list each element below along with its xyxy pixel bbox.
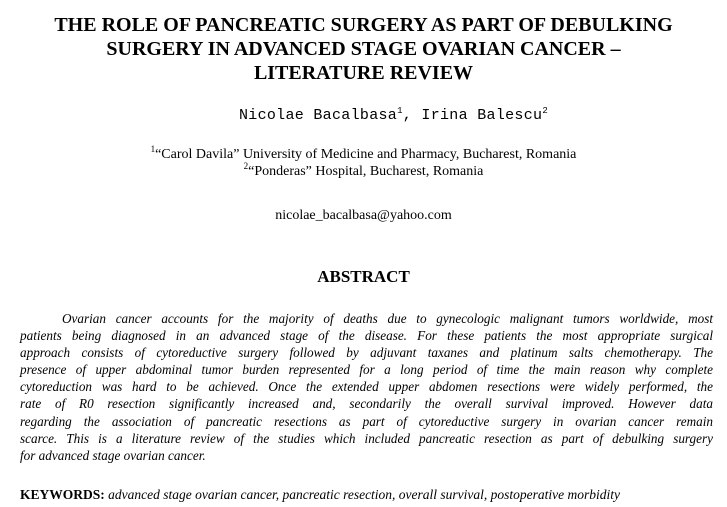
author-2-name: Irina Balescu	[421, 107, 543, 124]
author-2-affiliation-marker: 2	[542, 106, 549, 116]
abstract-line: regarding the association of pancreatic resections as part of cytoreductive surgery in ovarian cancer remain	[20, 413, 713, 429]
author-separator: ,	[402, 107, 422, 124]
affiliation-1-text: “Carol Davila” University of Medicine and Pharmacy, Bucharest, Romania	[155, 147, 577, 162]
abstract-line: patients being diagnosed in an advanced stage of the disease. For these patients the most appropriate surgical	[20, 328, 713, 344]
keywords-line	[20, 486, 720, 503]
abstract-line: Ovarian cancer accounts for the majority of deaths due to gynecologic malignant tumors worldwide, most	[62, 311, 713, 326]
abstract-line: rate of R0 resection significantly increased and, secondarily the overall survival improved. However data	[20, 396, 713, 412]
abstract-body	[20, 310, 713, 464]
affiliation-2-text: “Ponderas” Hospital, Bucharest, Romania	[248, 164, 484, 179]
author-1-affiliation-marker: 1	[397, 106, 403, 116]
abstract-line: approach consists of cytoreductive surgery followed by adjuvant taxanes and platinum salts chemotherapy. The	[20, 345, 713, 361]
affiliation-1	[0, 146, 727, 164]
affiliation-2-marker: 2	[243, 161, 249, 171]
paper-title-line-3: LITERATURE REVIEW	[253, 62, 474, 84]
contact-email: nicolae_bacalbasa@yahoo.com	[275, 208, 452, 223]
author-1-name: Nicolae Bacalbasa	[238, 107, 398, 124]
paper-title-line-1: THE ROLE OF PANCREATIC SURGERY AS PART OF DEBULKING	[54, 14, 673, 36]
abstract-line: presence of upper abdominal tumor burden represented for a long period of time the main reason why complete	[20, 362, 713, 378]
affiliation-2	[0, 163, 727, 181]
keywords-label: KEYWORDS:	[20, 487, 105, 502]
keywords-text: advanced stage ovarian cancer, pancreatic resection, overall survival, postoperative morbidity	[104, 487, 621, 502]
paper-title-line-2: SURGERY IN ADVANCED STAGE OVARIAN CANCER –	[106, 38, 621, 60]
abstract-line: cytoreduction was hard to be achieved. Once the extended upper abdomen resections were widely performed, the	[20, 379, 713, 395]
abstract-line: for advanced stage ovarian cancer.	[20, 447, 206, 463]
abstract-line: scarce. This is a literature review of the studies which included pancreatic resection as part of debulking surgery	[20, 430, 713, 446]
abstract-heading: ABSTRACT	[317, 267, 410, 286]
affiliation-1-marker: 1	[150, 144, 156, 154]
authors-line	[0, 106, 727, 126]
